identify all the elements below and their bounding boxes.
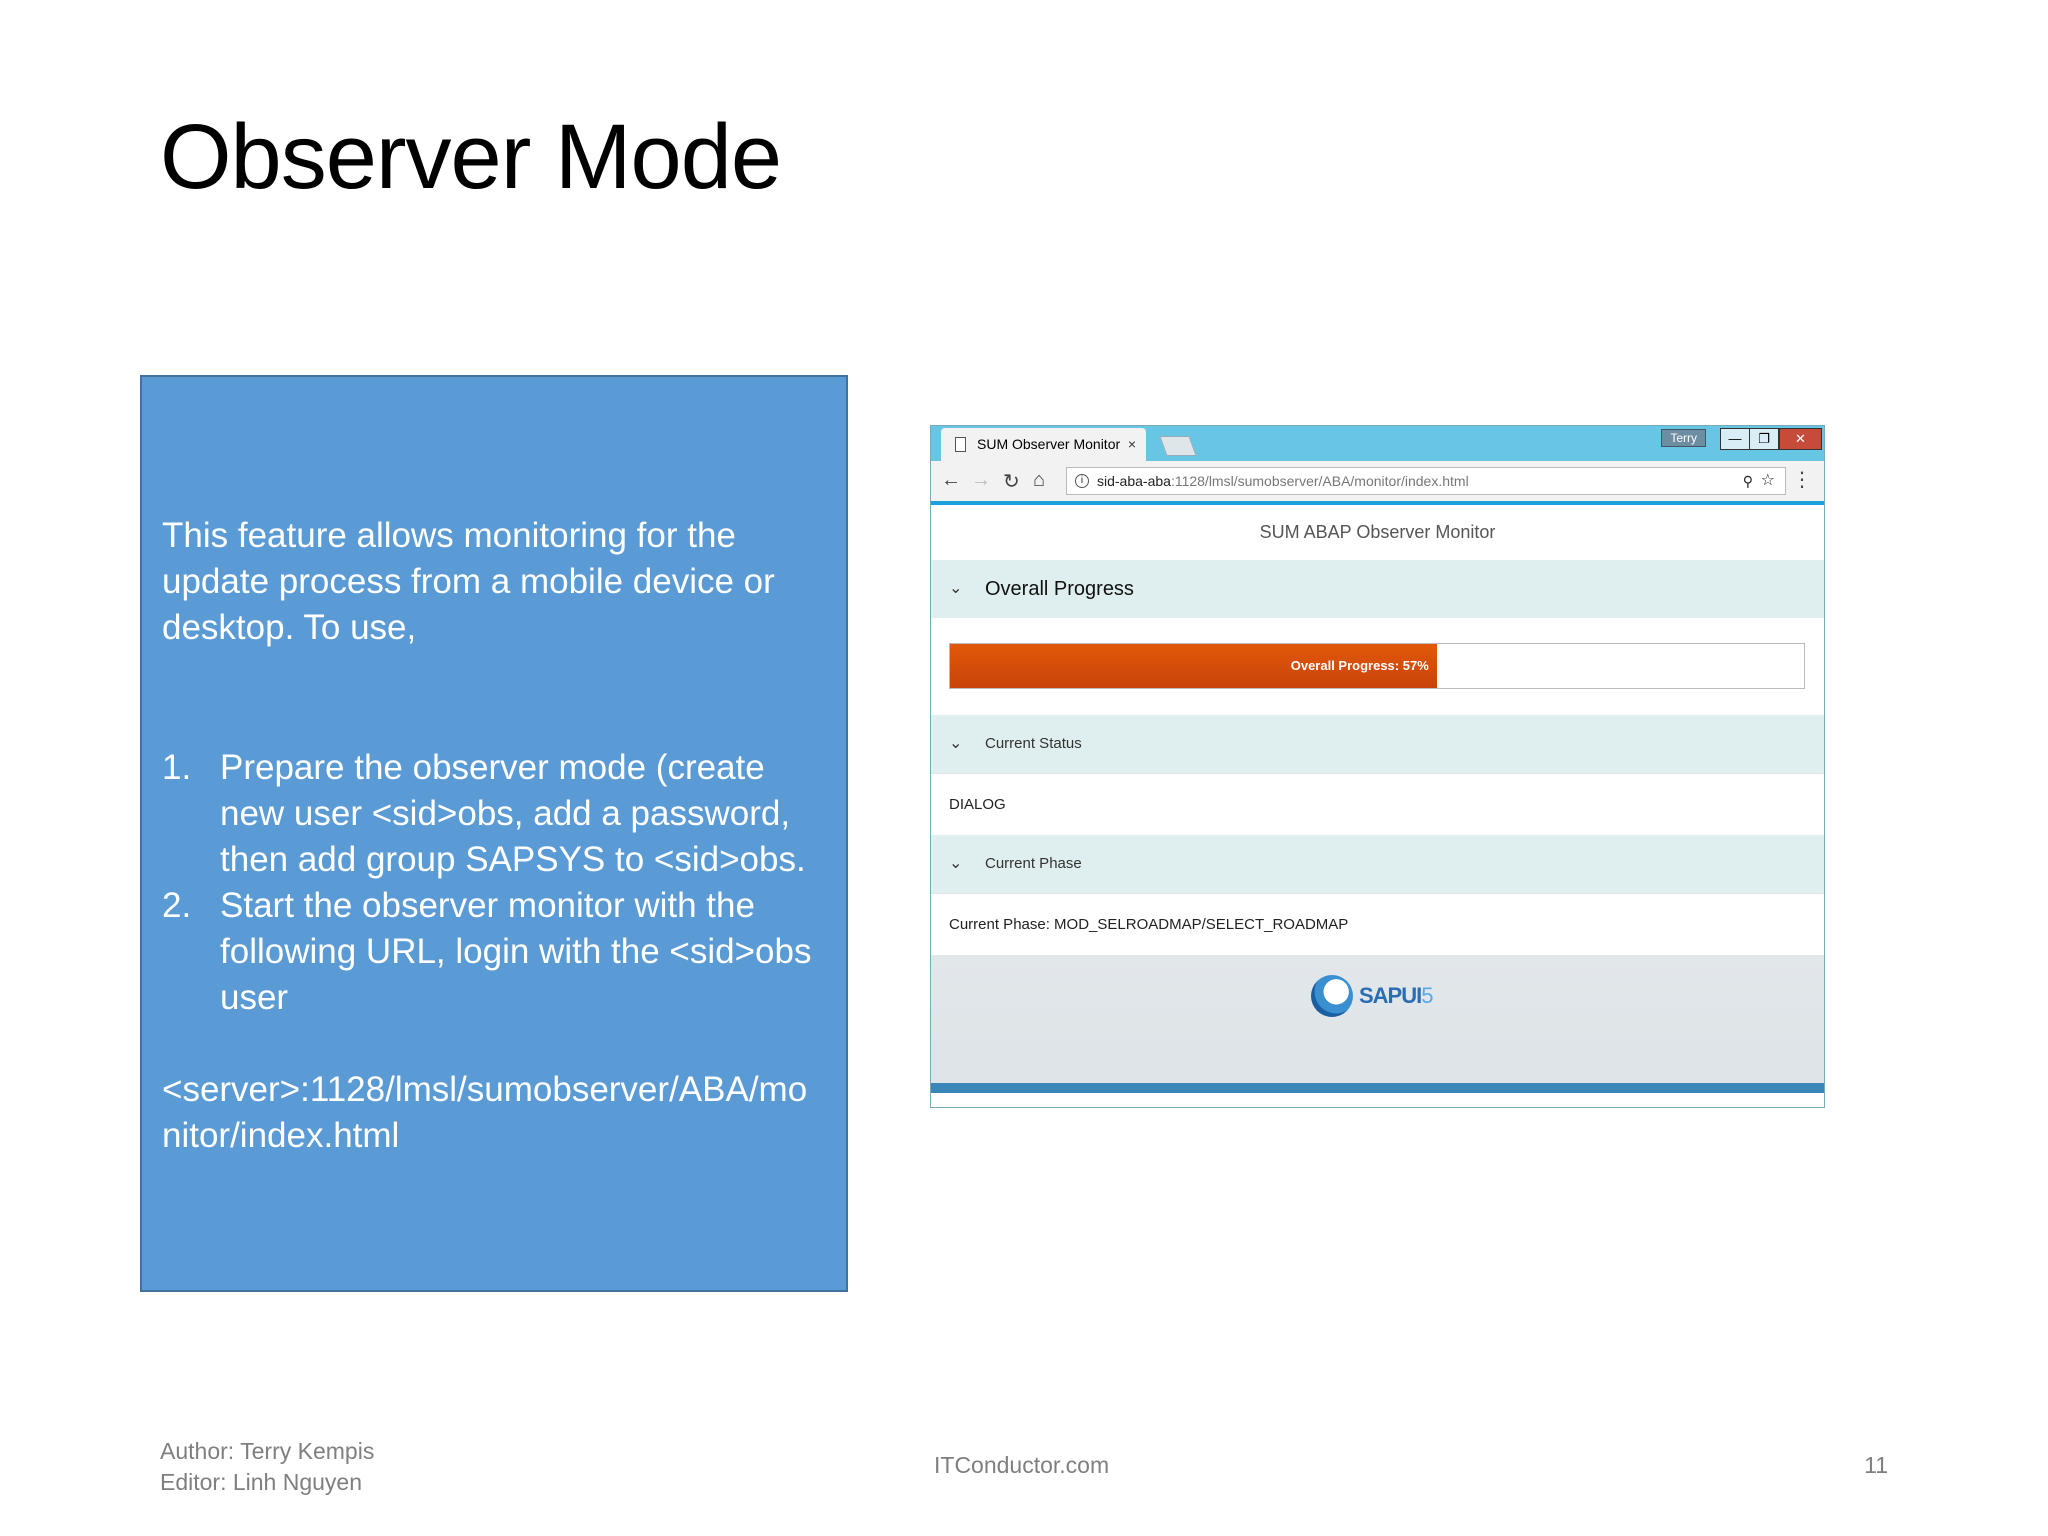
step-number: 2. — [162, 886, 192, 925]
logo-text-main: SAPUI — [1359, 983, 1422, 1008]
overall-progress-title: Overall Progress — [985, 578, 1134, 600]
logo-text-num: 5 — [1421, 983, 1433, 1008]
footer-site: ITConductor.com — [934, 1452, 1110, 1478]
browser-tab[interactable] — [941, 428, 1146, 461]
slide-title: Observer Mode — [160, 106, 782, 208]
profile-badge[interactable]: Terry — [1661, 429, 1706, 447]
back-arrow-icon[interactable]: ← — [941, 469, 961, 491]
home-icon[interactable]: ⌂ — [1033, 469, 1046, 491]
reload-icon[interactable]: ↻ — [1003, 471, 1020, 493]
monitor-url-text: <server>:1128/lmsl/sumobserver/ABA/monitor/index.html — [162, 1070, 808, 1155]
page-number: 11 — [1864, 1452, 1888, 1478]
browser-screenshot — [930, 425, 1825, 1108]
app-footer — [931, 955, 1824, 1093]
pin-icon[interactable]: ⚲ — [1742, 473, 1753, 489]
bookmark-star-icon[interactable]: ☆ — [1760, 472, 1775, 489]
progress-fill — [950, 644, 1437, 688]
address-bar — [931, 461, 1824, 505]
current-status-title: Current Status — [985, 735, 1082, 752]
browser-tab-bar — [931, 426, 1824, 461]
step-text: Prepare the observer mode (create new user <sid>obs, add a password, then add group SAPSYS to <sid>obs. — [220, 748, 806, 879]
progress-bar — [949, 643, 1805, 689]
restore-button[interactable]: ❐ — [1749, 428, 1779, 450]
description-box — [140, 375, 848, 1292]
app-title: SUM ABAP Observer Monitor — [931, 505, 1824, 560]
current-phase-header[interactable] — [931, 835, 1824, 893]
close-window-button[interactable]: ✕ — [1779, 428, 1822, 450]
chevron-down-icon: ⌄ — [949, 855, 963, 872]
current-status-header[interactable] — [931, 715, 1824, 773]
steps-list — [162, 745, 826, 1021]
url-input[interactable] — [1066, 467, 1786, 495]
tab-title: SUM Observer Monitor — [977, 436, 1121, 452]
sapui5-logo — [1311, 975, 1433, 1017]
step-item — [162, 745, 826, 883]
document-icon — [955, 437, 966, 452]
current-status-value: DIALOG — [931, 773, 1824, 835]
progress-panel — [931, 618, 1824, 715]
sapui5-logo-text — [1359, 983, 1433, 1009]
step-item — [162, 883, 826, 1021]
chevron-down-icon: ⌄ — [949, 735, 963, 752]
info-icon[interactable]: i — [1075, 474, 1089, 488]
browser-menu-icon[interactable]: ⋮ — [1792, 469, 1812, 491]
tab-close-icon[interactable]: × — [1127, 436, 1136, 452]
author-text: Author: Terry Kempis — [160, 1438, 375, 1464]
forward-arrow-icon[interactable]: → — [971, 469, 991, 491]
editor-text: Editor: Linh Nguyen — [160, 1469, 363, 1495]
step-text: Start the observer monitor with the following URL, login with the <sid>obs user — [220, 886, 812, 1017]
minimize-button[interactable]: — — [1720, 428, 1750, 450]
os-taskbar — [931, 1083, 1824, 1093]
overall-progress-header[interactable] — [931, 560, 1824, 618]
sapui5-logo-icon — [1311, 975, 1353, 1017]
current-phase-title: Current Phase — [985, 855, 1082, 872]
new-tab-button[interactable] — [1159, 436, 1196, 456]
intro-text: This feature allows monitoring for the update process from a mobile device or desktop. To use, — [162, 516, 775, 647]
current-phase-value: Current Phase: MOD_SELROADMAP/SELECT_ROADMAP — [931, 893, 1824, 955]
step-number: 1. — [162, 748, 192, 787]
url-host: sid-aba-aba — [1097, 473, 1171, 489]
footer-credits — [160, 1436, 374, 1498]
url-path: :1128/lmsl/sumobserver/ABA/monitor/index.html — [1170, 473, 1469, 489]
progress-label: Overall Progress: 57% — [1290, 658, 1429, 673]
chevron-down-icon: ⌄ — [949, 580, 963, 597]
